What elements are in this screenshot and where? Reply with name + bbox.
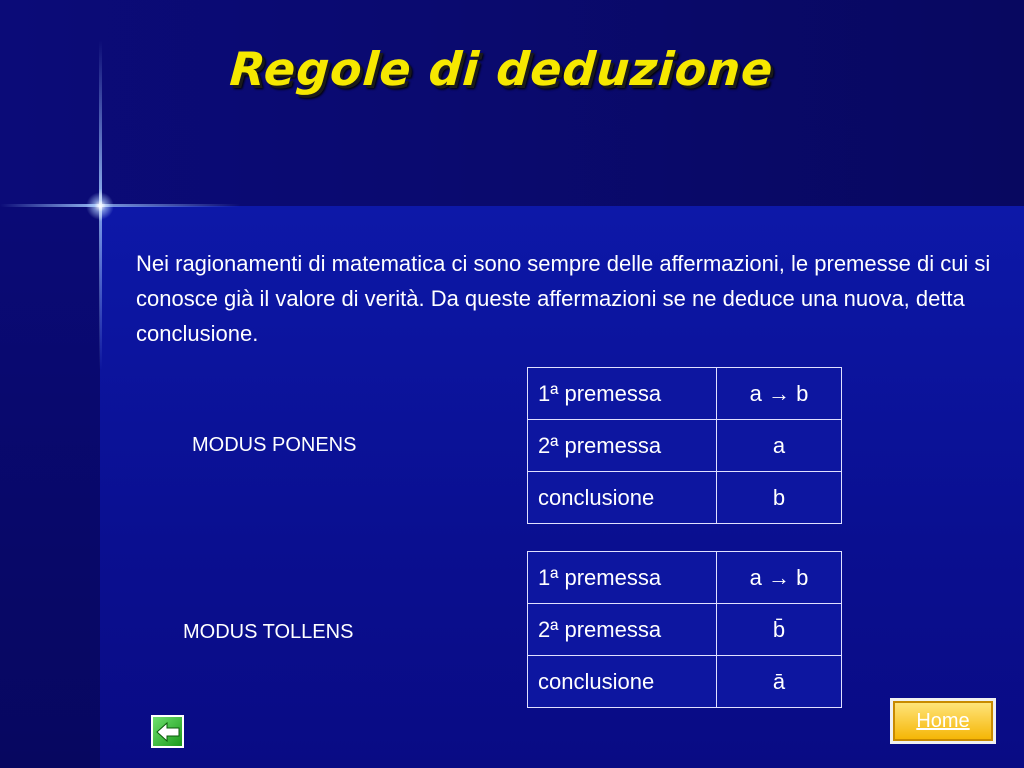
row-key: 2ª premessa [528, 604, 717, 656]
row-key: 1ª premessa [528, 368, 717, 420]
row-key: 2ª premessa [528, 420, 717, 472]
row-value: a [717, 420, 842, 472]
row-key: conclusione [528, 656, 717, 708]
table-row [528, 552, 842, 604]
row-value: b [717, 472, 842, 524]
row-value: ā [717, 656, 842, 708]
table-row [528, 368, 842, 420]
row-key: 1ª premessa [528, 552, 717, 604]
modus-ponens-table [527, 367, 842, 524]
table-row [528, 656, 842, 708]
background-left [0, 206, 100, 768]
background-top [0, 0, 1024, 206]
modus-tollens-table [527, 551, 842, 708]
table-row [528, 604, 842, 656]
back-button[interactable] [151, 715, 184, 748]
slide-title: Regole di deduzione [228, 42, 776, 96]
table-row [528, 420, 842, 472]
row-value: b̄ [717, 604, 842, 656]
row-key: conclusione [528, 472, 717, 524]
home-button[interactable]: Home [890, 698, 996, 744]
light-flare-horizontal [0, 204, 240, 207]
modus-ponens-label: MODUS PONENS [192, 434, 357, 456]
intro-paragraph: Nei ragionamenti di matematica ci sono sempre delle affermazioni, le premesse di cui si conosce già il valore di verità. Da queste affermazioni se ne deduce una nuova, detta conclusione. [136, 251, 991, 347]
modus-tollens-label: MODUS TOLLENS [183, 621, 354, 643]
row-value: a → b [717, 368, 842, 420]
table-row [528, 472, 842, 524]
arrow-left-icon [155, 721, 181, 743]
light-flare-glow [86, 192, 114, 220]
row-value: a → b [717, 552, 842, 604]
